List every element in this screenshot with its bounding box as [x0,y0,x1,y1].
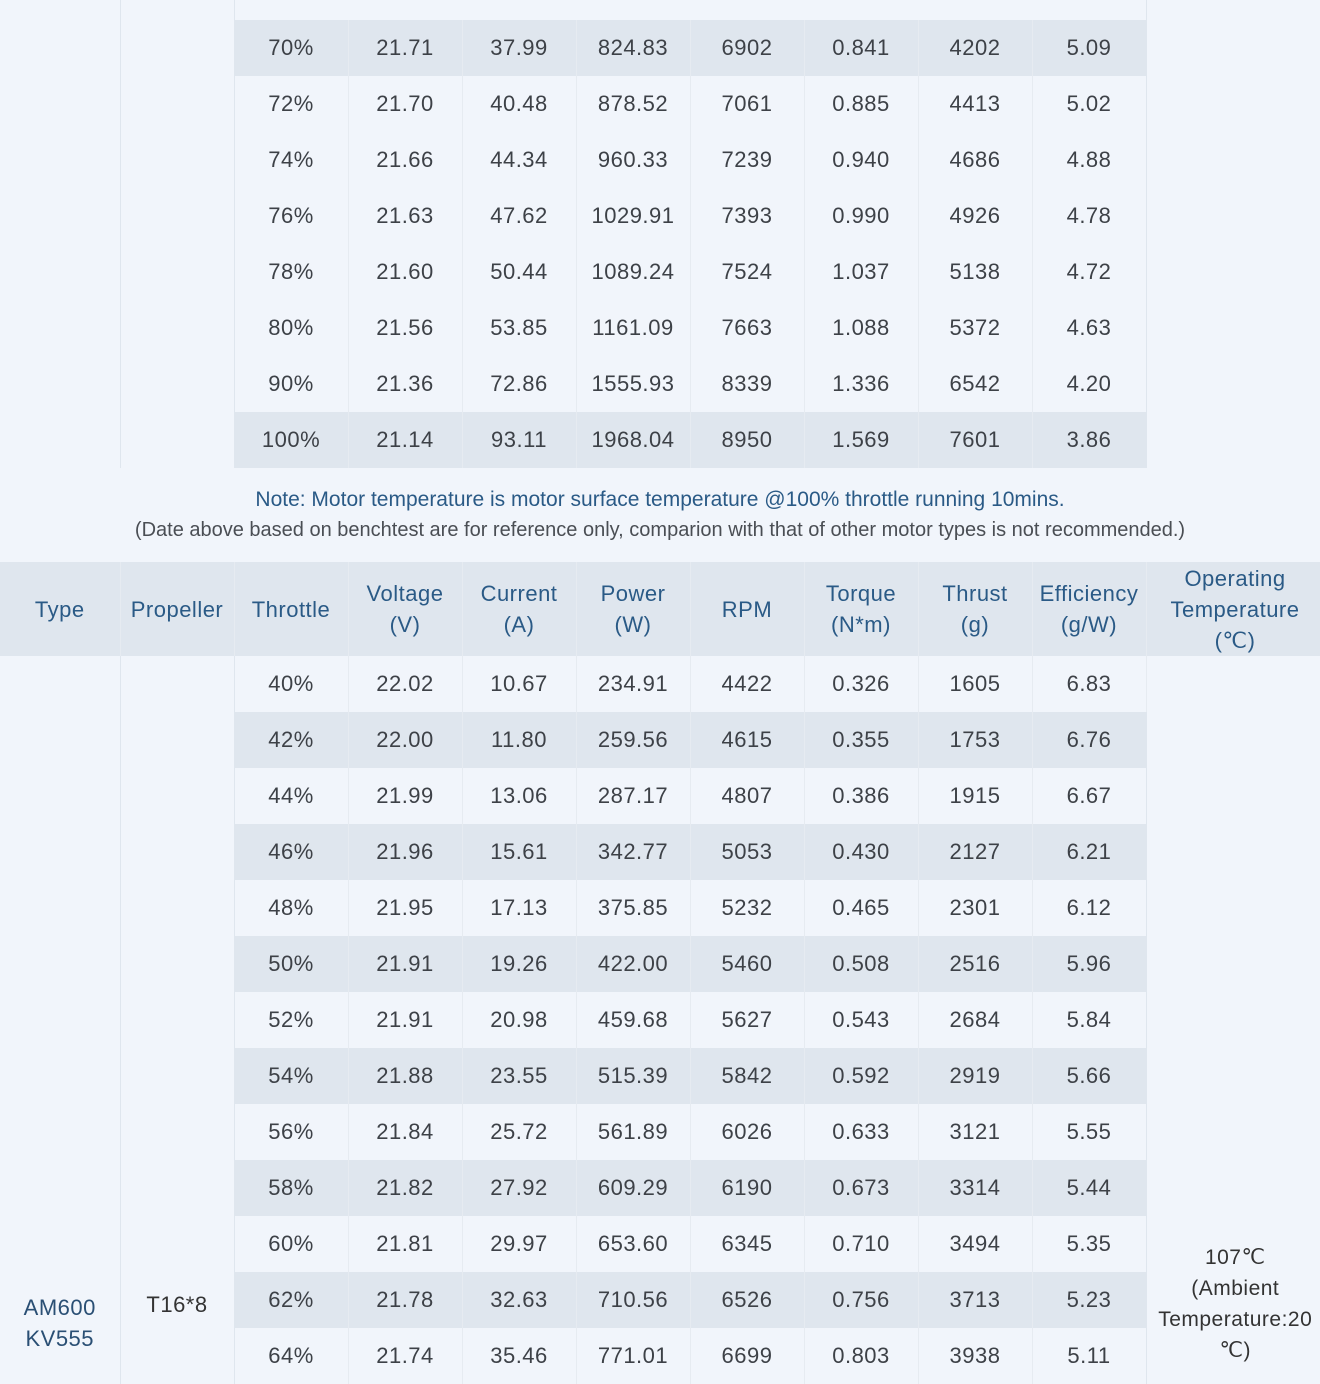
torque-cell: 0.386 [804,768,918,824]
current-cell: 13.06 [462,768,576,824]
power-cell: 342.77 [576,824,690,880]
thrust-cell: 1605 [918,656,1032,712]
lower-data-table [0,562,1320,1384]
voltage-cell: 21.71 [348,20,462,76]
throttle-cell: 48% [234,880,348,936]
thrust-cell: 4413 [918,76,1032,132]
current-cell: 37.99 [462,20,576,76]
power-cell: 375.85 [576,880,690,936]
header-voltage-unit: (V) [390,612,421,637]
torque-cell: 0.990 [804,188,918,244]
current-cell: 44.34 [462,132,576,188]
rpm-cell: 7061 [690,76,804,132]
power-cell: 878.52 [576,76,690,132]
spacer-cell [576,0,690,20]
propeller-cell [120,656,234,1384]
rpm-cell: 6902 [690,20,804,76]
header-efficiency [1032,562,1146,656]
header-power-label: Power [601,581,666,606]
throttle-cell: 80% [234,300,348,356]
spacer-cell [348,0,462,20]
throttle-cell: 40% [234,656,348,712]
spacer-cell [1032,0,1146,20]
rpm-cell: 6026 [690,1104,804,1160]
power-cell: 710.56 [576,1272,690,1328]
header-torque-label: Torque [826,581,896,606]
efficiency-cell: 5.02 [1032,76,1146,132]
header-current-unit: (A) [504,612,535,637]
torque-cell: 0.885 [804,76,918,132]
current-cell: 53.85 [462,300,576,356]
propeller-cell-continued [120,0,234,468]
efficiency-cell: 5.96 [1032,936,1146,992]
voltage-cell: 21.60 [348,244,462,300]
thrust-cell: 2127 [918,824,1032,880]
efficiency-cell: 4.63 [1032,300,1146,356]
rpm-cell: 8339 [690,356,804,412]
spacer-cell [918,0,1032,20]
header-thrust [918,562,1032,656]
rpm-cell: 6190 [690,1160,804,1216]
current-cell: 23.55 [462,1048,576,1104]
power-cell: 771.01 [576,1328,690,1384]
thrust-cell: 7601 [918,412,1032,468]
thrust-cell: 3938 [918,1328,1032,1384]
thrust-cell: 2919 [918,1048,1032,1104]
voltage-cell: 21.84 [348,1104,462,1160]
note-line-2: (Date above based on benchtest are for reference only, comparion with that of other motor types is not recommended.) [0,519,1320,542]
power-cell: 1555.93 [576,356,690,412]
rpm-cell: 4807 [690,768,804,824]
power-cell: 1029.91 [576,188,690,244]
rpm-cell: 8950 [690,412,804,468]
rpm-cell: 5842 [690,1048,804,1104]
efficiency-cell: 5.66 [1032,1048,1146,1104]
current-cell: 72.86 [462,356,576,412]
efficiency-cell: 4.72 [1032,244,1146,300]
temperature-line: ℃) [1219,1339,1251,1362]
torque-cell: 0.940 [804,132,918,188]
torque-cell: 1.088 [804,300,918,356]
current-cell: 25.72 [462,1104,576,1160]
throttle-cell: 50% [234,936,348,992]
voltage-cell: 21.81 [348,1216,462,1272]
current-cell: 10.67 [462,656,576,712]
throttle-cell: 70% [234,20,348,76]
torque-cell: 0.592 [804,1048,918,1104]
spacer-cell [462,0,576,20]
current-cell: 20.98 [462,992,576,1048]
torque-cell: 0.673 [804,1160,918,1216]
throttle-cell: 52% [234,992,348,1048]
note-section [0,470,1320,562]
motor-model: AM600 [24,1295,96,1320]
thrust-cell: 4686 [918,132,1032,188]
header-current-label: Current [481,581,558,606]
efficiency-cell: 6.21 [1032,824,1146,880]
torque-cell: 0.465 [804,880,918,936]
current-cell: 19.26 [462,936,576,992]
efficiency-cell: 5.84 [1032,992,1146,1048]
operating-temperature-cell [1146,656,1320,1384]
current-cell: 27.92 [462,1160,576,1216]
efficiency-cell: 5.09 [1032,20,1146,76]
rpm-cell: 5460 [690,936,804,992]
rpm-cell: 7524 [690,244,804,300]
throttle-cell: 76% [234,188,348,244]
voltage-cell: 21.63 [348,188,462,244]
power-cell: 1968.04 [576,412,690,468]
thrust-cell: 3494 [918,1216,1032,1272]
throttle-cell: 44% [234,768,348,824]
throttle-cell: 42% [234,712,348,768]
throttle-cell: 64% [234,1328,348,1384]
spacer-cell [804,0,918,20]
voltage-cell: 21.66 [348,132,462,188]
throttle-cell: 54% [234,1048,348,1104]
efficiency-cell: 5.35 [1032,1216,1146,1272]
voltage-cell: 21.99 [348,768,462,824]
efficiency-cell: 6.83 [1032,656,1146,712]
voltage-cell: 21.95 [348,880,462,936]
rpm-cell: 7663 [690,300,804,356]
rpm-cell: 4422 [690,656,804,712]
header-thrust-label: Thrust [942,581,1007,606]
efficiency-cell: 6.12 [1032,880,1146,936]
throttle-cell: 56% [234,1104,348,1160]
header-voltage [348,562,462,656]
voltage-cell: 21.56 [348,300,462,356]
thrust-cell: 3314 [918,1160,1032,1216]
temperature-line: Temperature:20 [1158,1308,1312,1331]
power-cell: 609.29 [576,1160,690,1216]
torque-cell: 1.569 [804,412,918,468]
current-cell: 11.80 [462,712,576,768]
header-thrust-unit: (g) [961,612,989,637]
efficiency-cell: 4.20 [1032,356,1146,412]
rpm-cell: 5053 [690,824,804,880]
power-cell: 459.68 [576,992,690,1048]
voltage-cell: 21.14 [348,412,462,468]
efficiency-cell: 6.67 [1032,768,1146,824]
voltage-cell: 21.78 [348,1272,462,1328]
thrust-cell: 1753 [918,712,1032,768]
torque-cell: 0.803 [804,1328,918,1384]
header-voltage-label: Voltage [367,581,444,606]
thrust-cell: 2301 [918,880,1032,936]
thrust-cell: 3713 [918,1272,1032,1328]
upper-data-table [0,0,1320,468]
power-cell: 515.39 [576,1048,690,1104]
thrust-cell: 3121 [918,1104,1032,1160]
current-cell: 40.48 [462,76,576,132]
throttle-cell: 58% [234,1160,348,1216]
rpm-cell: 5232 [690,880,804,936]
torque-cell: 0.355 [804,712,918,768]
torque-cell: 0.633 [804,1104,918,1160]
thrust-cell: 5138 [918,244,1032,300]
rpm-cell: 6699 [690,1328,804,1384]
throttle-cell: 100% [234,412,348,468]
voltage-cell: 22.00 [348,712,462,768]
torque-cell: 1.336 [804,356,918,412]
header-temp-line-3: (℃) [1215,628,1256,653]
current-cell: 93.11 [462,412,576,468]
torque-cell: 0.430 [804,824,918,880]
power-cell: 422.00 [576,936,690,992]
header-temp-line-1: Operating [1184,566,1285,591]
power-cell: 287.17 [576,768,690,824]
lower-table-body [0,656,1320,1384]
header-current [462,562,576,656]
current-cell: 29.97 [462,1216,576,1272]
efficiency-cell: 4.88 [1032,132,1146,188]
table-header-row [0,562,1320,656]
top-spacer-row [0,0,1320,20]
header-power-unit: (W) [615,612,652,637]
current-cell: 50.44 [462,244,576,300]
torque-cell: 0.756 [804,1272,918,1328]
operating-temperature-text [1147,1242,1320,1366]
torque-cell: 0.326 [804,656,918,712]
type-cell-continued [0,0,120,468]
power-cell: 259.56 [576,712,690,768]
voltage-cell: 21.74 [348,1328,462,1384]
header-temp-line-2: Temperature [1170,597,1299,622]
header-type: Type [0,562,120,656]
thrust-cell: 4926 [918,188,1032,244]
temperature-line: (Ambient [1191,1277,1279,1300]
torque-cell: 0.841 [804,20,918,76]
torque-cell: 0.710 [804,1216,918,1272]
torque-cell: 0.508 [804,936,918,992]
propeller-value: T16*8 [146,1292,207,1317]
rpm-cell: 6526 [690,1272,804,1328]
efficiency-cell: 5.23 [1032,1272,1146,1328]
current-cell: 47.62 [462,188,576,244]
rpm-cell: 7393 [690,188,804,244]
throttle-cell: 62% [234,1272,348,1328]
torque-cell: 1.037 [804,244,918,300]
table-row [0,656,1320,712]
header-torque [804,562,918,656]
thrust-cell: 2684 [918,992,1032,1048]
rpm-cell: 4615 [690,712,804,768]
voltage-cell: 21.96 [348,824,462,880]
throttle-cell: 60% [234,1216,348,1272]
efficiency-cell: 4.78 [1032,188,1146,244]
power-cell: 1089.24 [576,244,690,300]
torque-cell: 0.543 [804,992,918,1048]
voltage-cell: 21.88 [348,1048,462,1104]
efficiency-cell: 6.76 [1032,712,1146,768]
header-rpm: RPM [690,562,804,656]
header-throttle: Throttle [234,562,348,656]
power-cell: 960.33 [576,132,690,188]
current-cell: 35.46 [462,1328,576,1384]
current-cell: 32.63 [462,1272,576,1328]
efficiency-cell: 5.11 [1032,1328,1146,1384]
voltage-cell: 21.82 [348,1160,462,1216]
throttle-cell: 46% [234,824,348,880]
thrust-cell: 5372 [918,300,1032,356]
spacer-cell [234,0,348,20]
power-cell: 824.83 [576,20,690,76]
motor-type-text [0,1292,120,1354]
efficiency-cell: 5.44 [1032,1160,1146,1216]
efficiency-cell: 3.86 [1032,412,1146,468]
header-propeller: Propeller [120,562,234,656]
rpm-cell: 7239 [690,132,804,188]
header-efficiency-label: Efficiency [1040,581,1139,606]
header-operating-temperature [1146,562,1320,656]
current-cell: 15.61 [462,824,576,880]
power-cell: 653.60 [576,1216,690,1272]
header-efficiency-unit: (g/W) [1061,612,1117,637]
throttle-cell: 78% [234,244,348,300]
power-cell: 561.89 [576,1104,690,1160]
rpm-cell: 6345 [690,1216,804,1272]
note-line-1: Note: Motor temperature is motor surface temperature @100% throttle running 10mins. [0,488,1320,512]
thrust-cell: 2516 [918,936,1032,992]
voltage-cell: 21.36 [348,356,462,412]
voltage-cell: 21.91 [348,936,462,992]
thrust-cell: 1915 [918,768,1032,824]
current-cell: 17.13 [462,880,576,936]
throttle-cell: 74% [234,132,348,188]
header-torque-unit: (N*m) [831,612,891,637]
upper-table-body [0,0,1320,468]
throttle-cell: 90% [234,356,348,412]
header-power [576,562,690,656]
motor-kv: KV555 [25,1326,94,1351]
spacer-cell [690,0,804,20]
throttle-cell: 72% [234,76,348,132]
voltage-cell: 22.02 [348,656,462,712]
voltage-cell: 21.91 [348,992,462,1048]
temperature-cell-continued [1146,0,1320,468]
voltage-cell: 21.70 [348,76,462,132]
temperature-line: 107℃ [1205,1246,1266,1269]
thrust-cell: 6542 [918,356,1032,412]
rpm-cell: 5627 [690,992,804,1048]
motor-type-cell [0,656,120,1384]
power-cell: 1161.09 [576,300,690,356]
power-cell: 234.91 [576,656,690,712]
efficiency-cell: 5.55 [1032,1104,1146,1160]
thrust-cell: 4202 [918,20,1032,76]
